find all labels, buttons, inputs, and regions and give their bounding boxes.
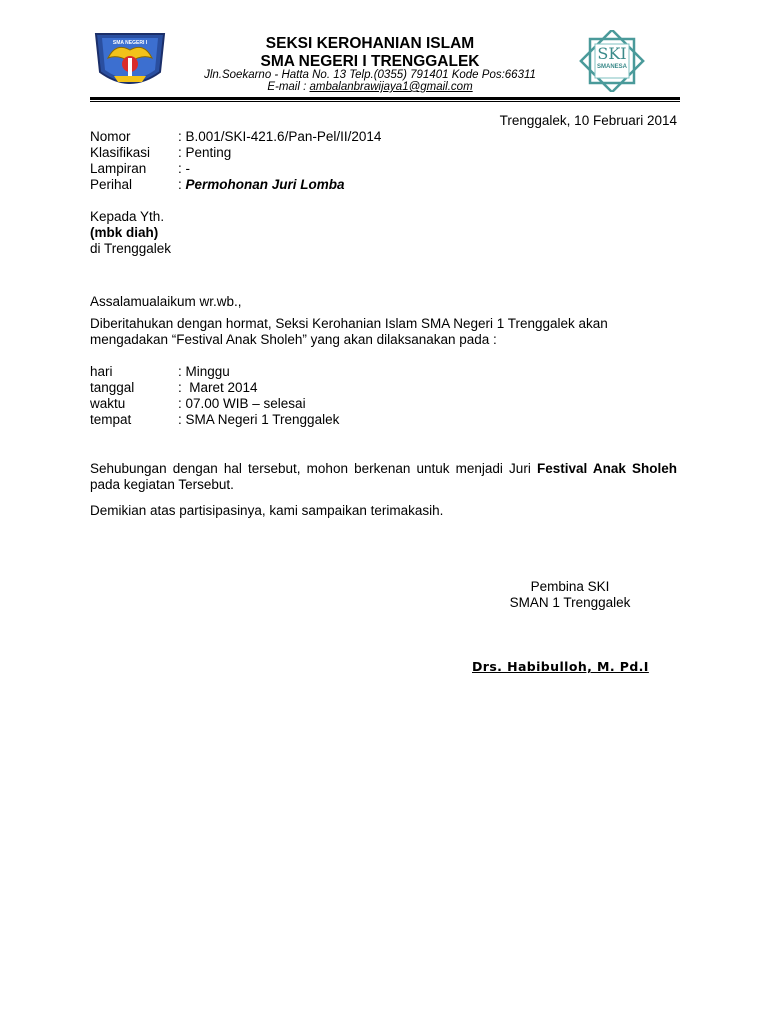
paragraph2-event-name: Festival Anak Sholeh bbox=[536, 461, 677, 476]
meta-value-perihal bbox=[178, 177, 345, 193]
greeting: Assalamualaikum wr.wb., bbox=[90, 294, 242, 309]
detail-value-waktu: : 07.00 WIB – selesai bbox=[178, 396, 306, 411]
signatory-name: Drs. Habibulloh, M. Pd.I bbox=[472, 659, 649, 674]
meta-value-lampiran: : - bbox=[178, 161, 190, 176]
meta-label-lampiran: Lampiran bbox=[90, 161, 147, 176]
paragraph2-text-a: Sehubungan dengan hal tersebut, mohon berkenan untuk menjadi Juri bbox=[90, 461, 537, 476]
meta-label-nomor: Nomor bbox=[90, 129, 131, 144]
logo-left-caption: SMA NEGERI I bbox=[112, 40, 148, 46]
paragraph1-line2: mengadakan “Festival Anak Sholeh” yang akan dilaksanakan pada : bbox=[90, 332, 497, 347]
closing-line: Demikian atas partisipasinya, kami sampaikan terimakasih. bbox=[90, 503, 444, 518]
meta-value-klasifikasi: : Penting bbox=[178, 145, 232, 160]
meta-label-klasifikasi: Klasifikasi bbox=[90, 145, 151, 160]
place-date: Trenggalek, 10 Februari 2014 bbox=[499, 113, 677, 128]
ski-logo-right bbox=[574, 30, 650, 92]
header-divider-thin bbox=[90, 101, 680, 102]
org-email-line bbox=[170, 81, 570, 94]
paragraph2-text-b: pada kegiatan Tersebut. bbox=[90, 477, 234, 492]
perihal-colon: : bbox=[178, 177, 186, 192]
email-prefix: E-mail : bbox=[267, 81, 310, 93]
org-name-line2: SMA NEGERI I TRENGGALEK bbox=[260, 53, 480, 70]
detail-label-tempat: tempat bbox=[90, 412, 132, 427]
detail-label-waktu: waktu bbox=[90, 396, 126, 411]
header-divider-thick bbox=[90, 97, 680, 100]
detail-value-tanggal: : Maret 2014 bbox=[178, 380, 258, 395]
meta-value-nomor: : B.001/SKI-421.6/Pan-Pel/II/2014 bbox=[178, 129, 382, 144]
signatory-role: Pembina SKI bbox=[530, 579, 610, 594]
ski-logo-text: SKI bbox=[597, 44, 627, 63]
signatory-institution: SMAN 1 Trenggalek bbox=[509, 595, 631, 610]
recipient-name: (mbk diah) bbox=[90, 225, 159, 240]
meta-label-perihal: Perihal bbox=[90, 177, 133, 192]
perihal-subject: Permohonan Juri Lomba bbox=[185, 177, 345, 192]
paragraph2 bbox=[90, 461, 677, 493]
school-logo-left bbox=[90, 28, 170, 94]
email-link[interactable]: ambalanbrawijaya1@gmail.com bbox=[309, 81, 473, 93]
detail-value-tempat: : SMA Negeri 1 Trenggalek bbox=[178, 412, 340, 427]
recipient-location: di Trenggalek bbox=[90, 241, 172, 256]
detail-label-tanggal: tanggal bbox=[90, 380, 135, 395]
detail-value-hari: : Minggu bbox=[178, 364, 230, 379]
org-address: Jln.Soekarno - Hatta No. 13 Telp.(0355) 791401 Kode Pos:66311 bbox=[204, 69, 536, 81]
detail-label-hari: hari bbox=[90, 364, 113, 379]
ski-logo-subtext: SMANESA bbox=[596, 64, 627, 70]
paragraph1-line1: Diberitahukan dengan hormat, Seksi Kerohanian Islam SMA Negeri 1 Trenggalek akan bbox=[90, 316, 608, 331]
recipient-line1: Kepada Yth. bbox=[90, 209, 165, 224]
org-name-line1: SEKSI KEROHANIAN ISLAM bbox=[265, 35, 475, 52]
